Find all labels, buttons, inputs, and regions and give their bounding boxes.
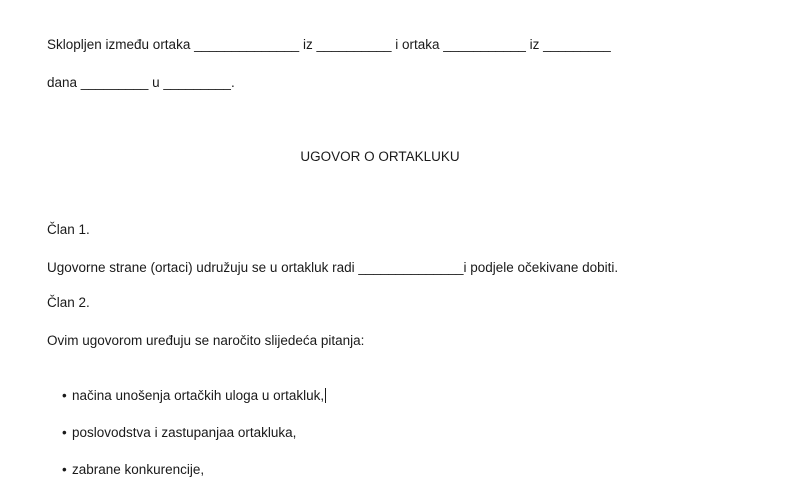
article-1-text: Ugovorne strane (ortaci) udružuju se u ortakluk radi ______________i podjele očekivane dobiti. <box>47 260 619 275</box>
article-1-heading: Član 1. <box>47 222 90 237</box>
contract-date-line: dana _________ u _________. <box>47 75 235 90</box>
bullet-icon: • <box>62 388 67 403</box>
bullet-icon: • <box>62 425 67 440</box>
article-2-intro: Ovim ugovorom uređuju se naročito slijedeća pitanja: <box>47 333 365 348</box>
article-2-heading: Član 2. <box>47 295 90 310</box>
contract-parties-line: Sklopljen između ortaka ______________ iz __________ i ortaka ___________ iz _________ <box>47 37 611 52</box>
text-cursor <box>325 388 326 403</box>
list-item-text: poslovodstva i zastupanjaa ortakluka, <box>72 425 297 440</box>
document-title: UGOVOR O ORTAKLUKU <box>300 149 460 164</box>
list-item-text: načina unošenja ortačkih uloga u ortakluk, <box>72 388 325 403</box>
bullet-icon: • <box>62 462 67 477</box>
list-item <box>47 443 204 497</box>
list-item-text: zabrane konkurencije, <box>72 462 205 477</box>
